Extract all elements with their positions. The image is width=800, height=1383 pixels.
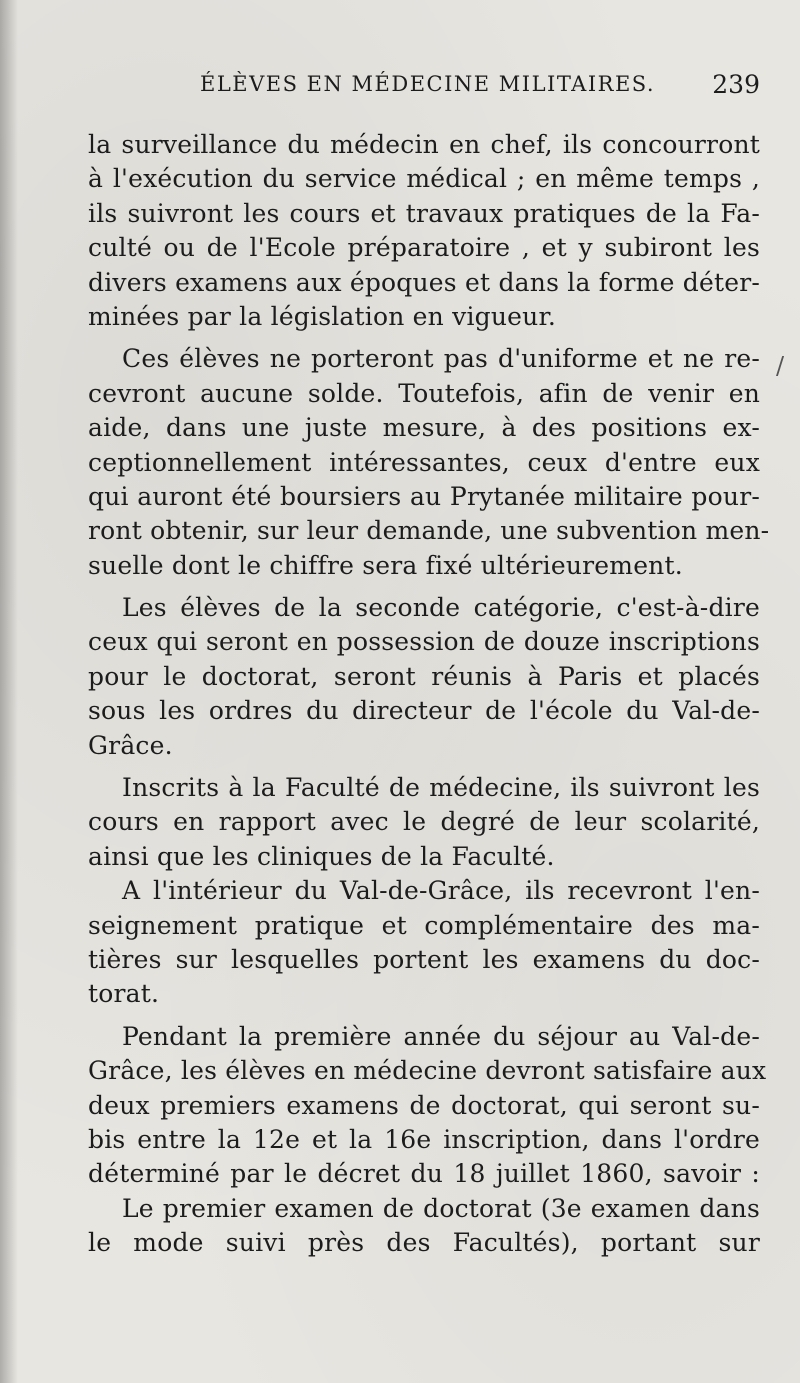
text-line: ceptionnellement intéressantes, ceux d'entre eux	[88, 447, 760, 477]
text-line: Ces élèves ne porteront pas d'uniforme et ne re-	[122, 344, 760, 374]
text-line: seignement pratique et complémentaire des ma-	[88, 910, 760, 940]
text-line: Grâce.	[88, 730, 173, 760]
page-header	[200, 70, 760, 110]
text-line: cevront aucune solde. Toutefois, afin de venir en	[88, 378, 760, 408]
paragraph-3	[88, 591, 760, 763]
text-line: Le premier examen de doctorat (3e examen dans	[122, 1193, 760, 1223]
text-line: divers examens aux époques et dans la forme déter-	[88, 267, 760, 297]
text-line: Grâce, les élèves en médecine devront satisfaire aux	[88, 1056, 767, 1086]
text-line: A l'intérieur du Val-de-Grâce, ils recevront l'en-	[122, 876, 760, 906]
text-line: ils suivront les cours et travaux pratiques de la Fa-	[88, 198, 760, 228]
text-line: ceux qui seront en possession de douze inscriptions	[88, 627, 760, 657]
text-line: la surveillance du médecin en chef, ils concourront	[88, 130, 760, 159]
text-line: qui auront été boursiers au Prytanée militaire pour-	[88, 481, 760, 511]
text-line: Inscrits à la Faculté de médecine, ils suivront les	[122, 773, 760, 803]
margin-mark: /	[776, 352, 785, 380]
paragraph-7	[88, 1192, 760, 1261]
text-line: déterminé par le décret du 18 juillet 1860, savoir :	[88, 1159, 760, 1189]
text-line: minées par la législation en vigueur.	[88, 301, 556, 331]
text-line: tières sur lesquelles portent les examens du doc-	[88, 944, 760, 974]
text-line: ront obtenir, sur leur demande, une subvention men-	[88, 516, 770, 546]
page-number: 239	[712, 70, 760, 99]
paragraph-2	[88, 342, 770, 583]
text-line: Les élèves de la seconde catégorie, c'est-à-dire	[122, 593, 760, 623]
paragraph-5	[88, 874, 760, 1012]
text-line: culté ou de l'Ecole préparatoire , et y subiront les	[88, 233, 760, 263]
text-line: sous les ordres du directeur de l'école du Val-de-	[88, 696, 760, 726]
text-line: suelle dont le chiffre sera fixé ultérieurement.	[88, 550, 683, 580]
text-line: Pendant la première année du séjour au Val-de-	[122, 1021, 760, 1051]
binding-shadow	[0, 0, 18, 1383]
running-title: ÉLÈVES EN MÉDECINE MILITAIRES.	[200, 72, 656, 96]
paragraph-1	[88, 128, 760, 334]
body-text	[88, 128, 770, 1261]
text-line: torat.	[88, 979, 160, 1009]
paragraph-4	[88, 771, 760, 874]
text-line: bis entre la 12e et la 16e inscription, dans l'ordre	[88, 1124, 760, 1154]
text-line: cours en rapport avec le degré de leur scolarité,	[88, 807, 760, 837]
text-line: pour le doctorat, seront réunis à Paris et placés	[88, 661, 760, 691]
text-line: ainsi que les cliniques de la Faculté.	[88, 841, 555, 871]
text-line: deux premiers examens de doctorat, qui seront su-	[88, 1090, 760, 1120]
text-line: aide, dans une juste mesure, à des positions ex-	[88, 413, 760, 443]
paragraph-6	[88, 1020, 767, 1192]
text-line: le mode suivi près des Facultés), portant sur	[88, 1228, 760, 1258]
text-line: à l'exécution du service médical ; en même temps ,	[88, 164, 760, 194]
